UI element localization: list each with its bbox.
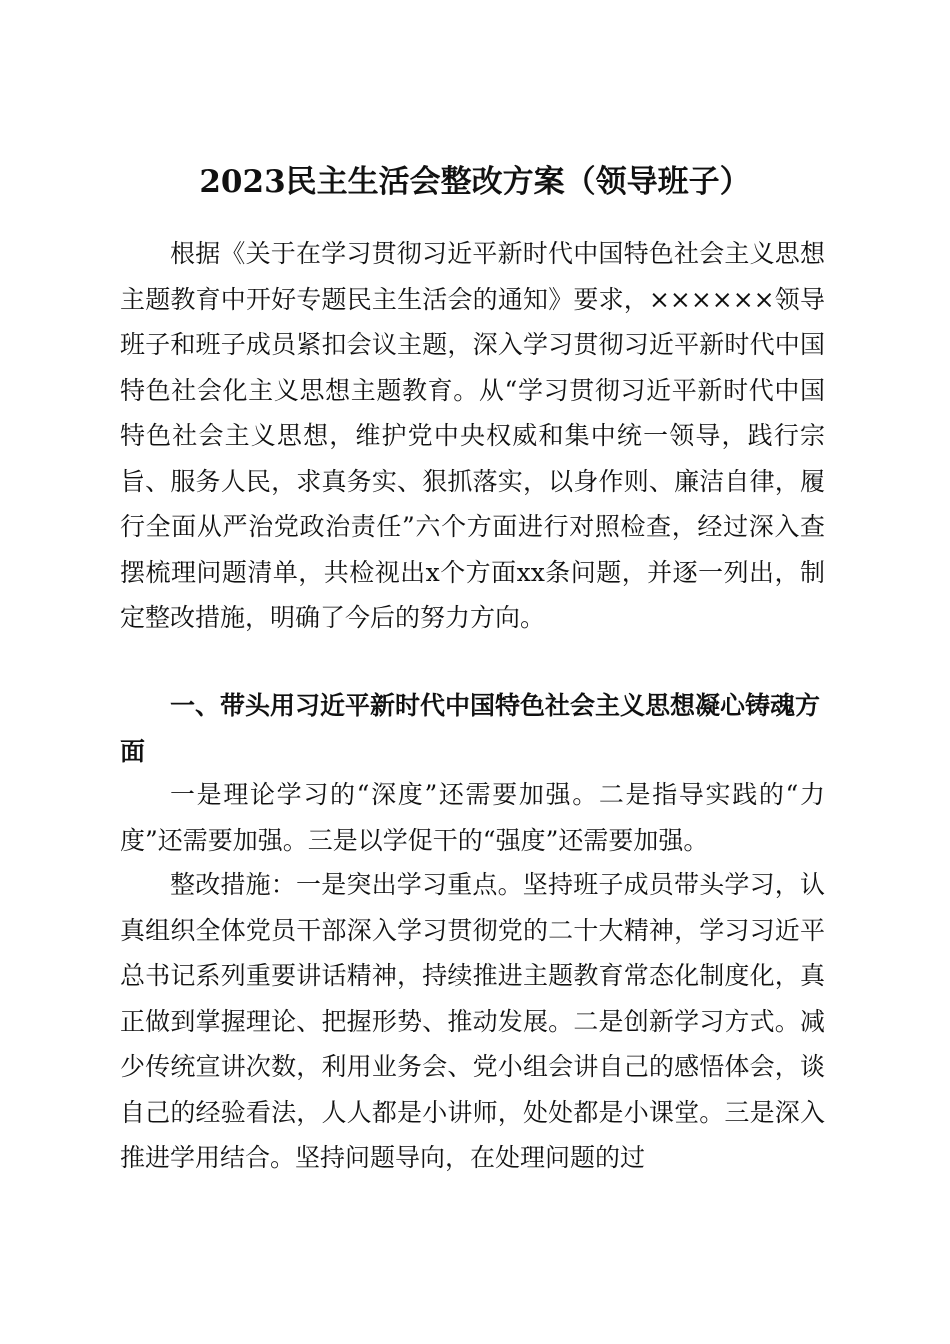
section-heading: 一、带头用习近平新时代中国特色社会主义思想凝心铸魂方面 — [120, 691, 821, 766]
problems-paragraph: 一是理论学习的“深度”还需要加强。二是指导实践的“力度”还需要加强。三是以学促干的“强度”还需要加强。 — [120, 780, 825, 855]
measures-paragraph: 整改措施：一是突出学习重点。坚持班子成员带头学习，认真组织全体党员干部深入学习贯彻党的二十大精神，学习习近平总书记系列重要讲话精神，持续推进主题教育常态化制度化，真正做到掌握理论、把握形势、推动发展。二是创新学习方式。减少传统宣讲次数，利用业务会、党小组会讲自己的感悟体会，谈自己的经验看法，人人都是小讲师，处处都是小课堂。三是深入推进学用结合。坚持问题导向，在处理问题的过 — [120, 870, 825, 1172]
intro-paragraph: 根据《关于在学习贯彻习近平新时代中国特色社会主义思想主题教育中开好专题民主生活会的通知》要求，××××××领导班子和班子成员紧扣会议主题，深入学习贯彻习近平新时代中国特色社会化主义思想主题教育。从“学习贯彻习近平新时代中国特色社会主义思想，维护党中央权威和集中统一领导，践行宗旨、服务人民，求真务实、狠抓落实，以身作则、廉洁自律，履行全面从严治党政治责任”六个方面进行对照检查，经过深入查摆梳理问题清单，共检视出x个方面xx条问题，并逐一列出，制定整改措施，明确了今后的努力方向。 — [120, 239, 825, 632]
document-title: 2023民主生活会整改方案（领导班子） — [199, 163, 751, 200]
